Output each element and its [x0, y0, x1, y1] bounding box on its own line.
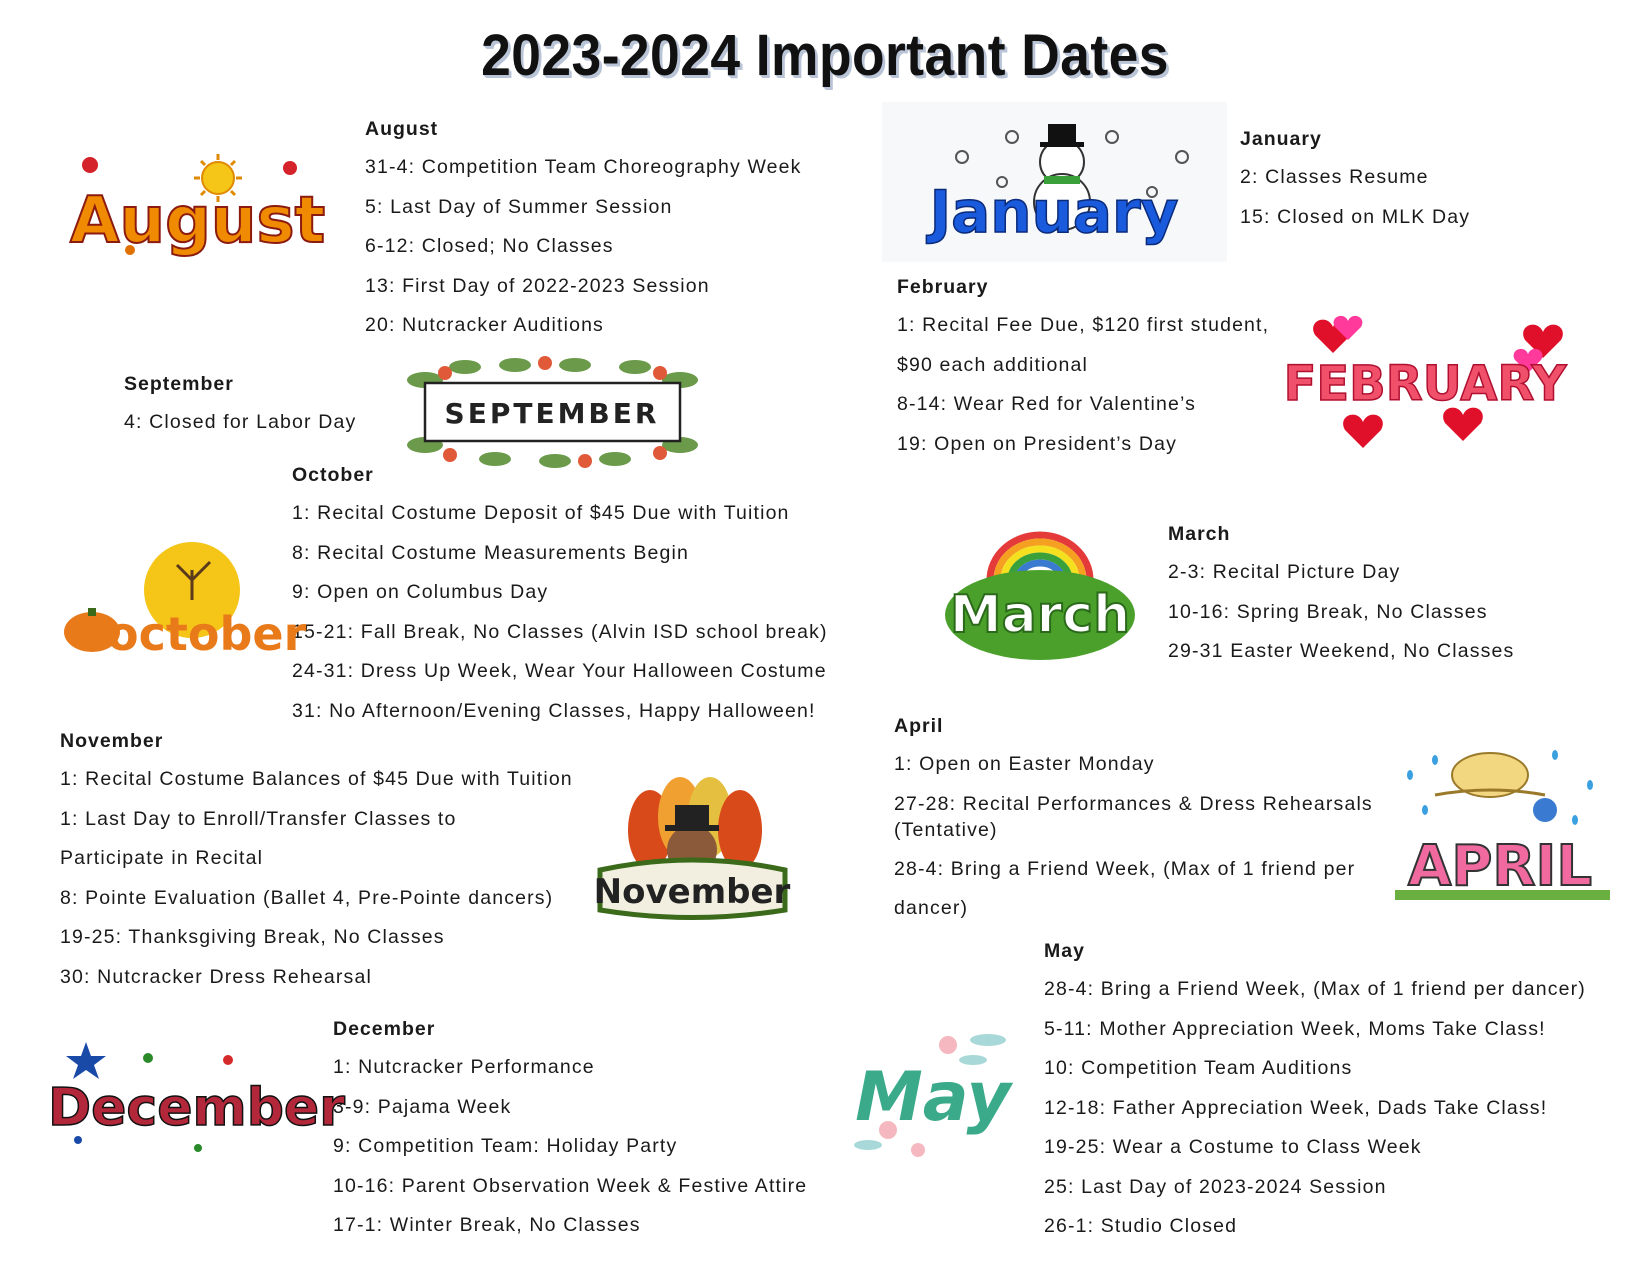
section-april: [894, 707, 1379, 929]
date-item: 15: Closed on MLK Day: [1240, 205, 1471, 228]
date-list: [124, 403, 356, 443]
august-clipart: [70, 150, 335, 265]
february-art-text: FEBRUARY: [1283, 356, 1567, 412]
section-january: [1240, 120, 1470, 237]
date-list: [292, 494, 828, 731]
date-item: 1: Recital Costume Deposit of $45 Due with Tuition: [292, 502, 790, 524]
date-list: [1168, 553, 1514, 672]
date-item: 12-18: Father Appreciation Week, Dads Take Class!: [1044, 1096, 1548, 1119]
date-item: 9: Open on Columbus Day: [292, 581, 549, 603]
section-september: [124, 365, 356, 443]
date-list: [897, 306, 1269, 464]
april-art-text: APRIL: [1407, 834, 1593, 899]
date-item: 28-4: Bring a Friend Week, (Max of 1 friend per dancer): [1044, 978, 1586, 1000]
date-item: 3-9: Pajama Week: [333, 1095, 512, 1118]
date-item: Participate in Recital: [60, 847, 264, 869]
page-title: 2023-2024 Important Dates: [481, 23, 1169, 88]
october-art-text: october: [107, 607, 307, 661]
may-clipart: [848, 1020, 1028, 1165]
date-item: dancer): [894, 897, 969, 919]
date-item: 2: Classes Resume: [1240, 166, 1429, 188]
date-item: 8: Recital Costume Measurements Begin: [292, 541, 689, 564]
date-item: 30: Nutcracker Dress Rehearsal: [60, 965, 372, 988]
date-item: 27-28: Recital Performances & Dress Rehearsals (Tentative): [894, 792, 1373, 841]
date-item: 10-16: Spring Break, No Classes: [1168, 600, 1488, 623]
month-heading: April: [894, 715, 944, 737]
may-art-text: May: [855, 1058, 1011, 1137]
date-item: 10: Competition Team Auditions: [1044, 1057, 1353, 1079]
date-item: 19-25: Thanksgiving Break, No Classes: [60, 926, 445, 948]
date-list: [894, 745, 1379, 929]
date-list: [1240, 158, 1470, 237]
date-list: [60, 760, 573, 997]
date-item: 4: Closed for Labor Day: [124, 411, 357, 433]
date-item: 25: Last Day of 2023-2024 Session: [1044, 1175, 1387, 1198]
february-clipart: [1283, 305, 1575, 455]
section-august: [365, 110, 802, 346]
date-item: 8-14: Wear Red for Valentine’s: [897, 393, 1196, 415]
march-art-text: March: [949, 585, 1131, 645]
section-march: [1168, 515, 1514, 672]
date-item: 26-1: Studio Closed: [1044, 1215, 1238, 1237]
date-item: 1: Last Day to Enroll/Transfer Classes to: [60, 807, 457, 830]
date-item: 5-11: Mother Appreciation Week, Moms Take Class!: [1044, 1017, 1546, 1040]
date-item: $90 each additional: [897, 353, 1088, 376]
date-item: 1: Recital Costume Balances of $45 Due with Tuition: [60, 768, 573, 790]
section-december: [333, 1010, 807, 1246]
month-heading: March: [1168, 523, 1231, 545]
section-november: [60, 722, 573, 997]
month-heading: December: [333, 1018, 436, 1040]
section-february: [897, 268, 1269, 464]
month-heading: February: [897, 276, 989, 298]
april-clipart: [1395, 735, 1610, 900]
date-item: 15-21: Fall Break, No Classes (Alvin ISD school break): [292, 620, 828, 643]
date-item: 1: Recital Fee Due, $120 first student,: [897, 314, 1270, 336]
date-item: 13: First Day of 2022-2023 Session: [365, 274, 710, 297]
november-art-text: November: [593, 872, 791, 912]
month-heading: November: [60, 730, 164, 752]
date-item: 5: Last Day of Summer Session: [365, 195, 673, 218]
month-heading: January: [1240, 128, 1322, 150]
october-clipart: [52, 540, 307, 661]
january-art-text: January: [929, 178, 1179, 246]
date-item: 24-31: Dress Up Week, Wear Your Halloween Costume: [292, 660, 827, 682]
date-item: 31-4: Competition Team Choreography Week: [365, 156, 802, 178]
date-item: 31: No Afternoon/Evening Classes, Happy Halloween!: [292, 699, 816, 722]
date-item: 29-31 Easter Weekend, No Classes: [1168, 640, 1515, 662]
date-item: 28-4: Bring a Friend Week, (Max of 1 friend per: [894, 857, 1356, 880]
date-item: 6-12: Closed; No Classes: [365, 235, 614, 257]
date-list: [1044, 970, 1586, 1247]
date-item: 8: Pointe Evaluation (Ballet 4, Pre-Pointe dancers): [60, 886, 554, 909]
date-item: 1: Open on Easter Monday: [894, 753, 1155, 775]
month-heading: September: [124, 373, 234, 395]
date-item: 1: Nutcracker Performance: [333, 1056, 595, 1078]
month-heading: October: [292, 464, 374, 486]
date-item: 17-1: Winter Break, No Classes: [333, 1214, 641, 1236]
march-clipart: [940, 520, 1140, 670]
september-art-text: SEPTEMBER: [444, 397, 660, 430]
november-clipart: [580, 775, 805, 925]
date-item: 20: Nutcracker Auditions: [365, 314, 604, 336]
september-clipart: [405, 355, 700, 470]
december-clipart: [48, 1040, 345, 1155]
date-list: [333, 1048, 807, 1246]
date-item: 9: Competition Team: Holiday Party: [333, 1135, 678, 1157]
date-item: 2-3: Recital Picture Day: [1168, 561, 1401, 583]
date-item: 10-16: Parent Observation Week & Festive Attire: [333, 1174, 808, 1197]
august-art-text: August: [70, 184, 326, 258]
section-october: [292, 456, 828, 731]
month-heading: August: [365, 118, 439, 140]
date-list: [365, 148, 802, 346]
january-clipart: [882, 102, 1227, 262]
december-art-text: December: [48, 1078, 345, 1138]
section-may: [1044, 932, 1586, 1247]
month-heading: May: [1044, 940, 1085, 962]
date-item: 19: Open on President’s Day: [897, 432, 1178, 455]
date-item: 19-25: Wear a Costume to Class Week: [1044, 1136, 1422, 1158]
